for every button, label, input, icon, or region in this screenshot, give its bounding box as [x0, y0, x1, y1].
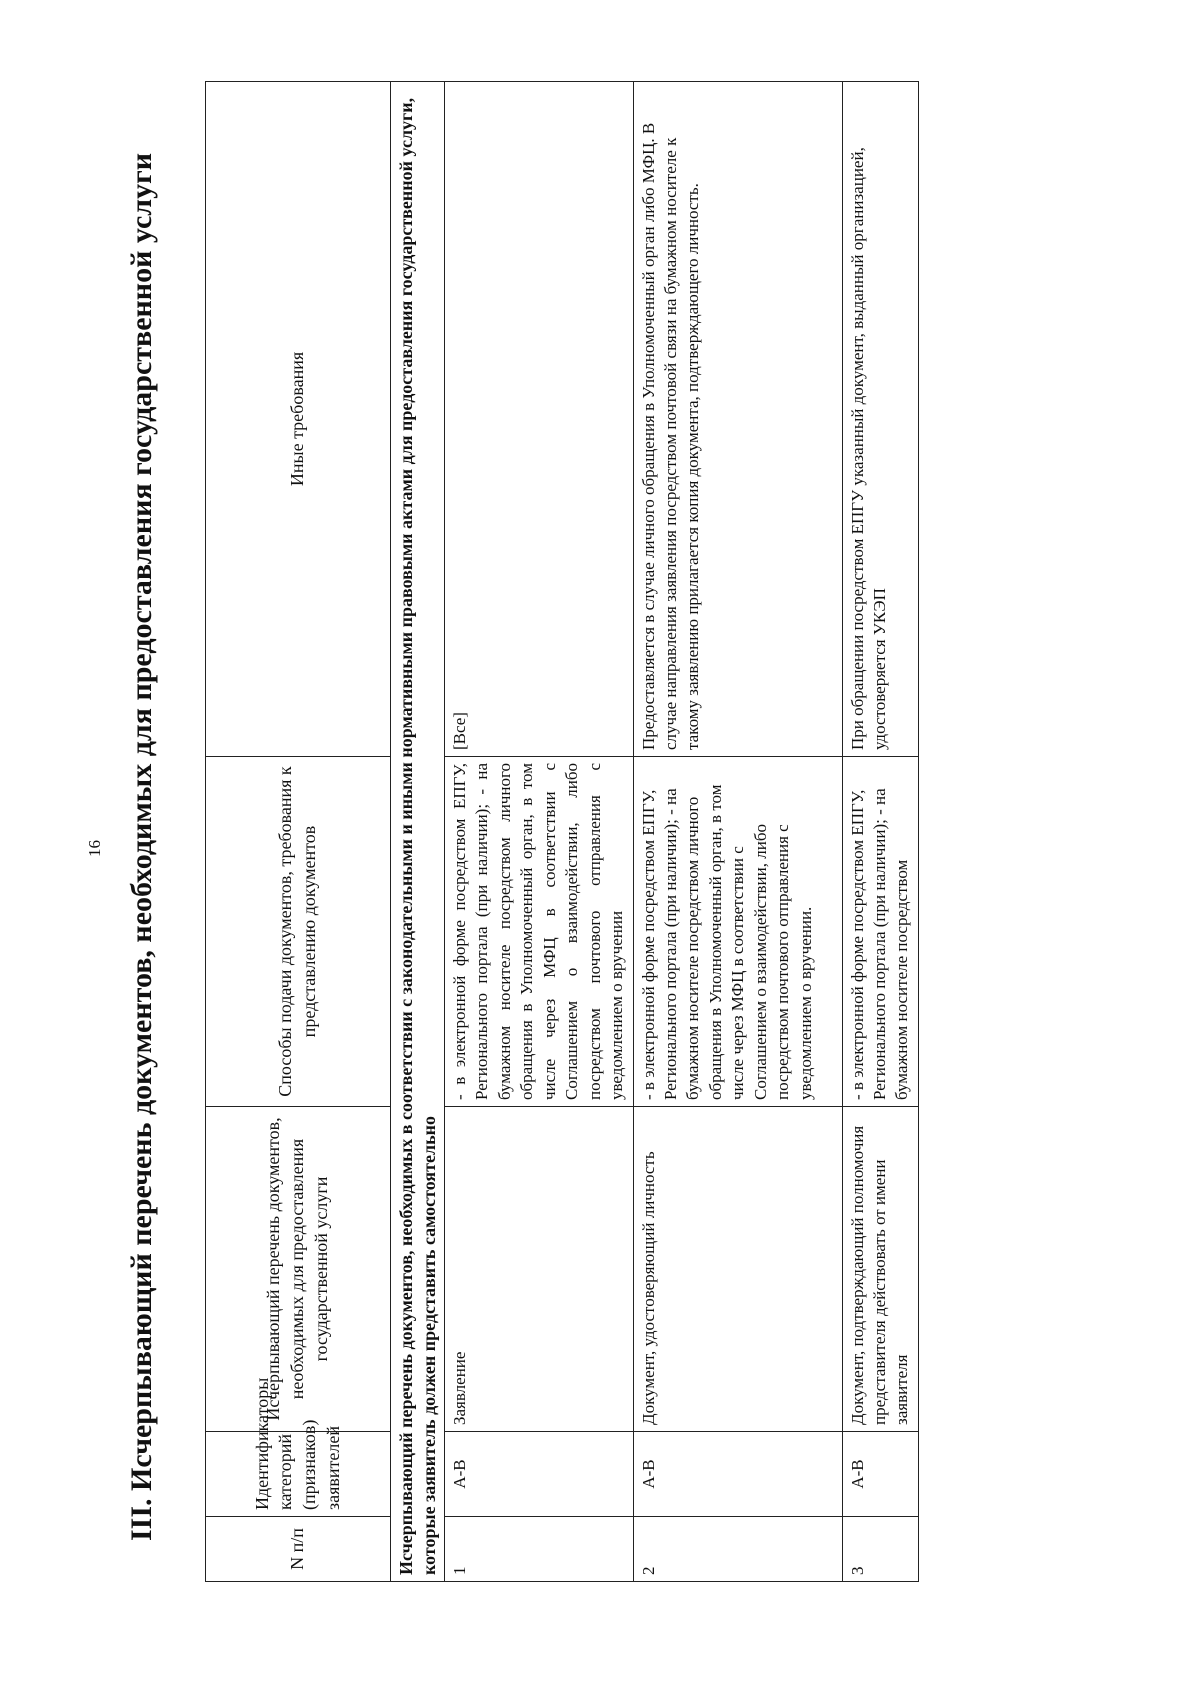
table-row: [445, 82, 634, 1582]
cell-num: 3: [842, 1517, 918, 1582]
cell-other: При обращении посредством ЕПГУ указанный документ, выданный организацией, удостоверяется УКЭП: [842, 82, 918, 757]
cell-other: [Все]: [445, 82, 634, 757]
cell-category: А-В: [842, 1432, 918, 1517]
cell-category: А-В: [445, 1432, 634, 1517]
table-row: [633, 82, 842, 1582]
cell-num: 1: [445, 1517, 634, 1582]
cell-document: Документ, удостоверяющий личность: [633, 1107, 842, 1432]
header-methods: Способы подачи документов, требования к представлению документов: [206, 757, 391, 1107]
section-title: III. Исчерпывающий перечень документов, необходимых для предоставления государственной услуги: [125, 153, 158, 1541]
header-documents: Исчерпывающий перечень документов, необходимых для предоставления государственной услуги: [206, 1107, 391, 1432]
cell-category: А-В: [633, 1432, 842, 1517]
cell-other: Предоставляется в случае личного обращения в Уполномоченный орган либо МФЦ. В случае направления заявления посредством почтовой связи на бумажном носителе к такому заявлению прилагается копия документа, подтверждающего личность.: [633, 82, 842, 757]
cell-document: Заявление: [445, 1107, 634, 1432]
header-num: N п/п: [206, 1517, 391, 1582]
band-row: [391, 82, 445, 1582]
cell-num: 2: [633, 1517, 842, 1582]
page-number: 16: [85, 840, 104, 857]
band-text: Исчерпывающий перечень документов, необходимых в соответствии с законодательными и иными нормативными правовыми актами для предоставления государственной услуги, которые заявитель должен представить самостоятельно: [391, 82, 445, 1582]
table-row: [842, 82, 918, 1582]
header-other-requirements: Иные требования: [206, 82, 391, 757]
cell-methods: - в электронной форме посредством ЕПГУ, Регионального портала (при наличии); - на бумажном носителе посредством: [842, 757, 918, 1107]
documents-table: [205, 81, 919, 1582]
header-category: Идентификаторы категорий (признаков) заявителей: [206, 1432, 391, 1517]
table-header-row: [206, 82, 391, 1582]
cell-document: Документ, подтверждающий полномочия представителя действовать от имени заявителя: [842, 1107, 918, 1432]
cell-methods: - в электронной форме посредством ЕПГУ, Регионального портала (при наличии); - на бумажном носителе посредством личного обращения в Уполномоченный орган, в том числе через МФЦ в соответствии с Соглашением о взаимодействии, либо посредством почтового отправления с уведомлением о вручении.: [633, 757, 842, 1107]
cell-methods: - в электронной форме посредством ЕПГУ, Регионального портала (при наличии); - на бумажном носителе посредством личного обращения в Уполномоченный орган, в том числе через МФЦ в соответствии с Соглашением о взаимодействии, либо посредством почтового отправления с уведомлением о вручении: [445, 757, 634, 1107]
